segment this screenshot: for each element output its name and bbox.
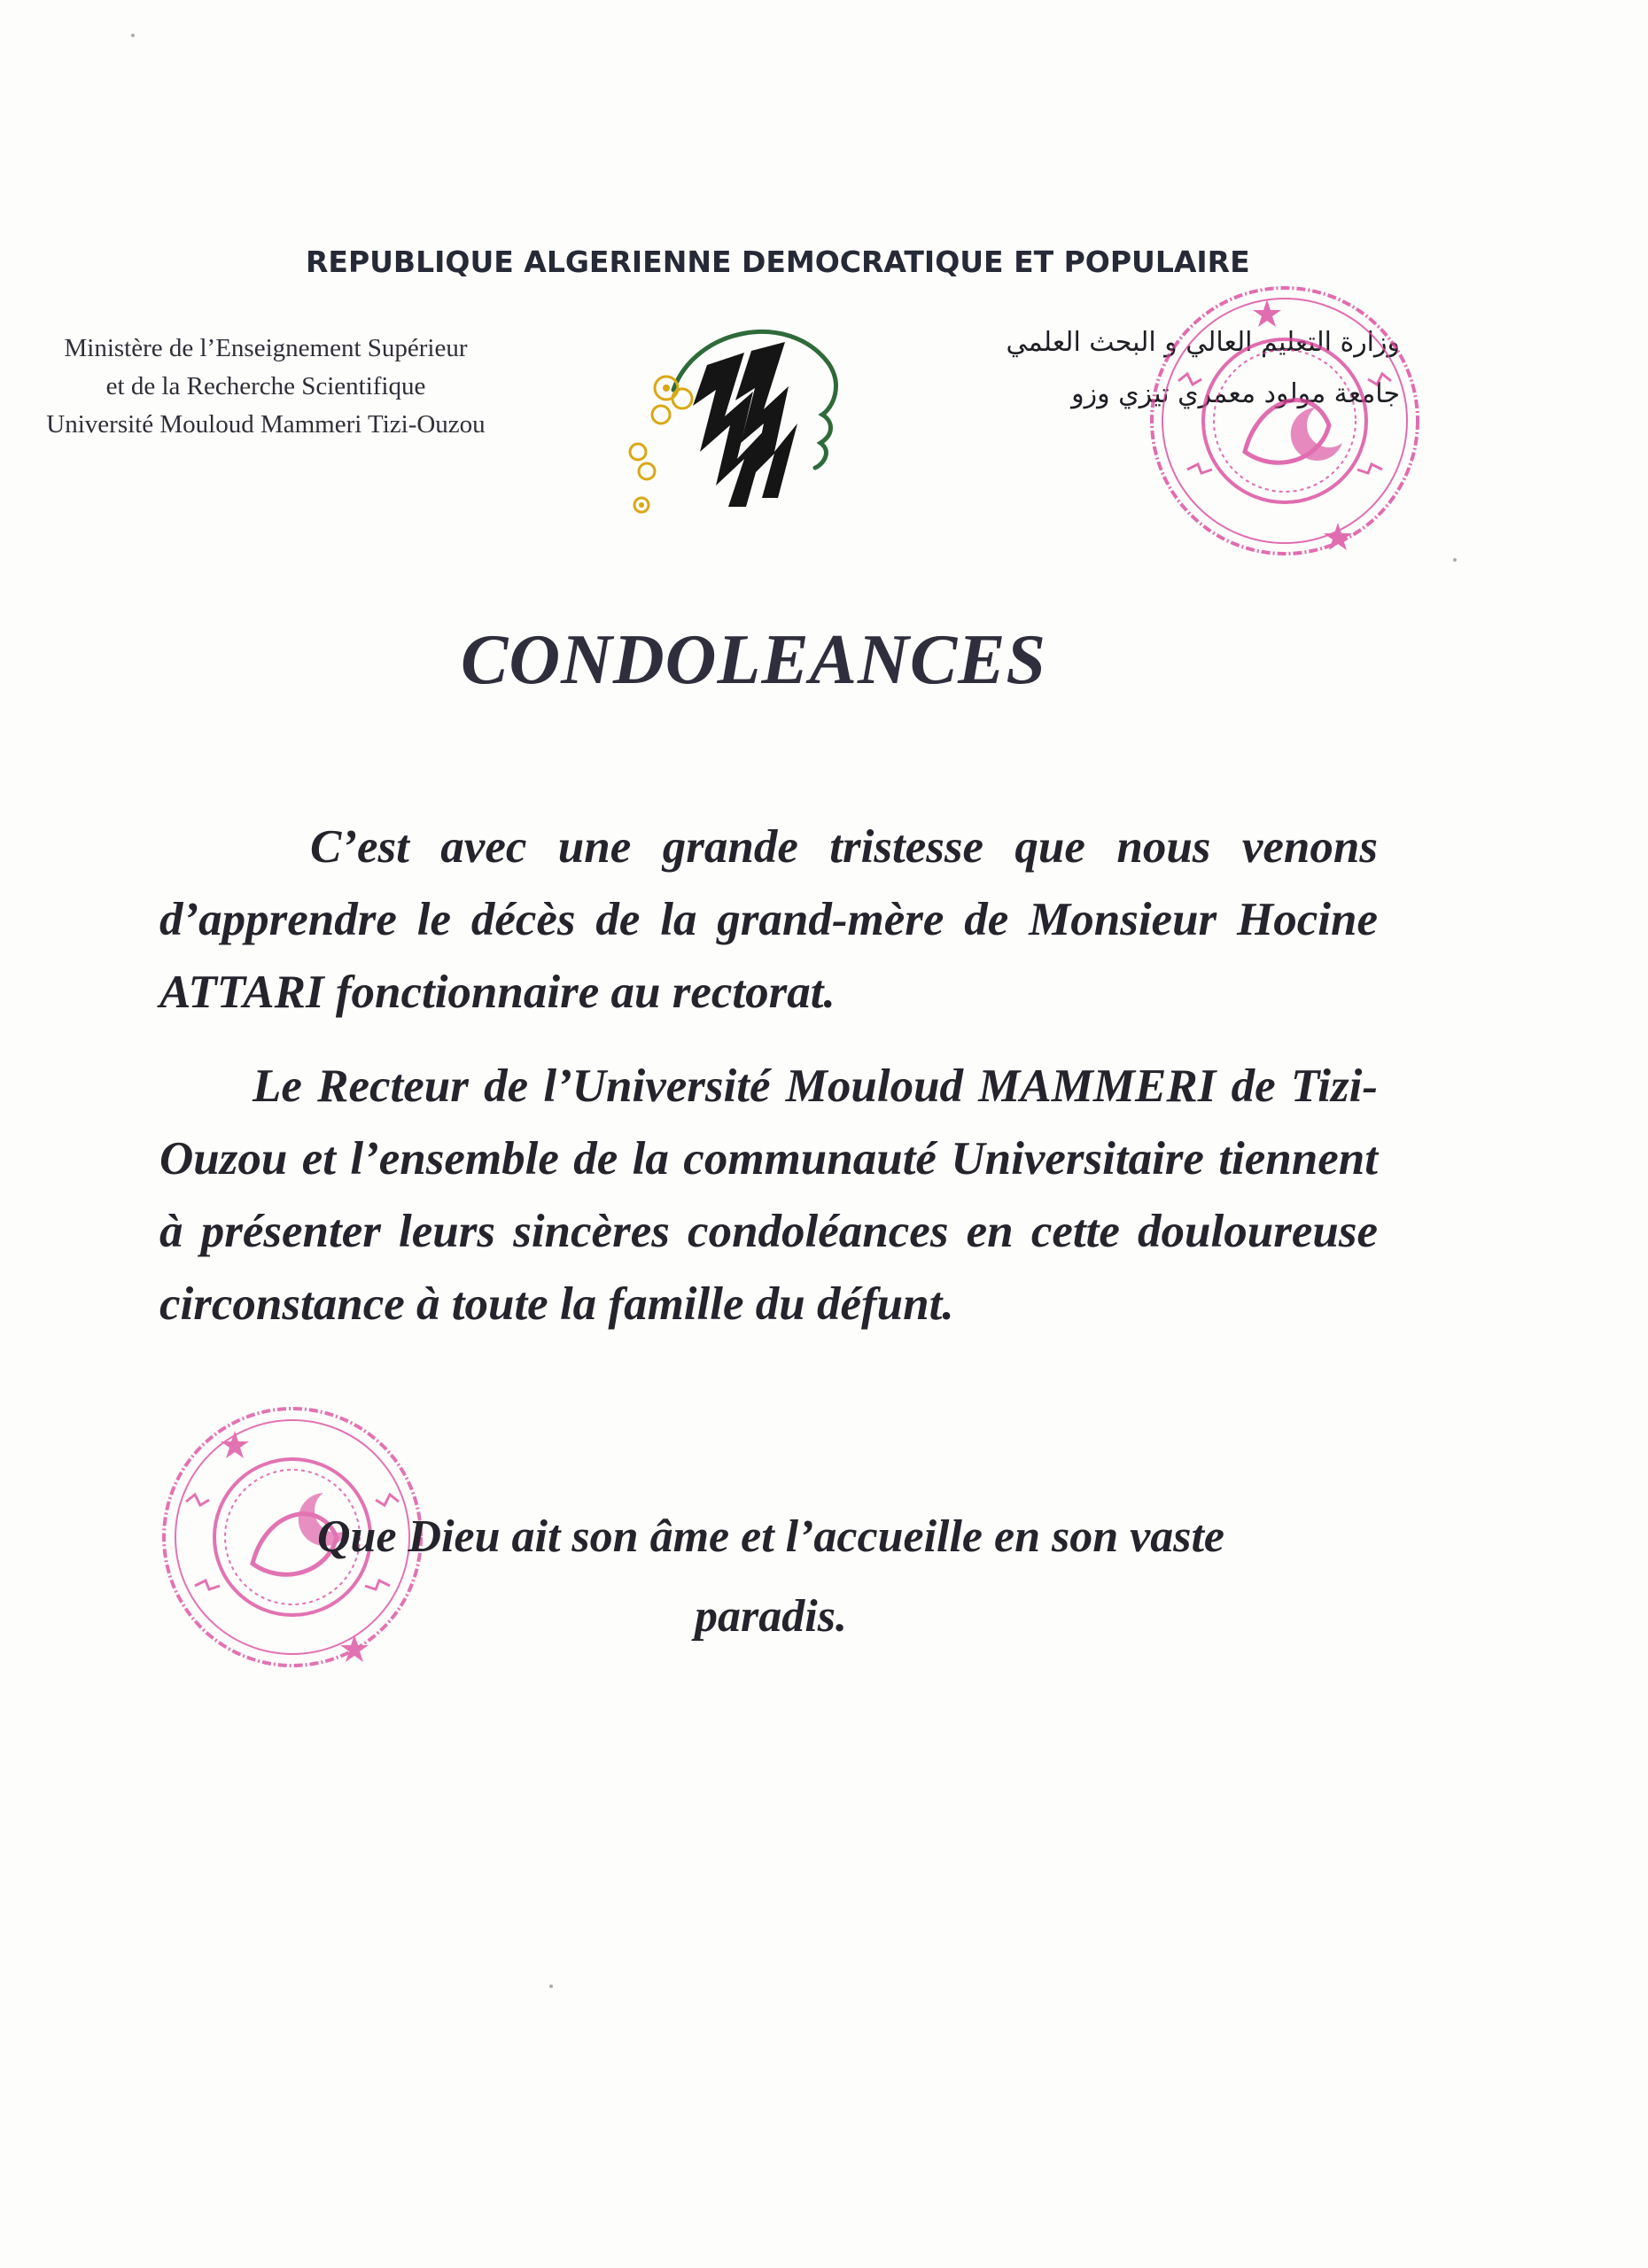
body-paragraph-2 xyxy=(159,1050,1378,1340)
arabic-university-line: جامعة مولود معمري تيزي وزو xyxy=(1071,378,1400,409)
scan-speck xyxy=(131,34,135,37)
scan-speck xyxy=(549,1984,553,1988)
university-line: Université Mouloud Mammeri Tizi-Ouzou xyxy=(46,410,486,439)
body-paragraph-1 xyxy=(159,811,1378,1029)
paragraph-2-text: Le Recteur de l’Université Mouloud MAMMERI de Tizi-Ouzou et l’ensemble de la communauté Universitaire tiennent à présenter leurs sincères condoléances en cette douloureuse circonstance à toute la famille du défunt. xyxy=(159,1060,1378,1330)
university-logo-icon xyxy=(611,310,877,523)
closing-line-2: paradis. xyxy=(695,1591,847,1642)
arabic-ministry-line: وزارة التعليم العالي و البحث العلمي xyxy=(1006,327,1400,358)
official-stamp-icon xyxy=(1125,275,1444,567)
ministry-line-2: et de la Recherche Scientifique xyxy=(105,372,426,400)
ministry-line-1: Ministère de l’Enseignement Supérieur xyxy=(64,334,468,362)
closing-line-1: Que Dieu ait son âme et l’accueille en son vaste xyxy=(316,1511,1224,1562)
ministry-french-block xyxy=(18,330,514,444)
republic-heading: REPUBLIQUE ALGERIENNE DEMOCRATIQUE ET POPULAIRE xyxy=(306,245,1250,279)
paragraph-1-text: C’est avec une grande tristesse que nous venons d’apprendre le décès de la grand-mère de Monsieur Hocine ATTARI fonctionnaire au rectorat. xyxy=(159,821,1378,1018)
page-title: CONDOLEANCES xyxy=(461,621,1047,699)
closing-block xyxy=(239,1497,1302,1657)
scan-speck xyxy=(1453,558,1457,562)
